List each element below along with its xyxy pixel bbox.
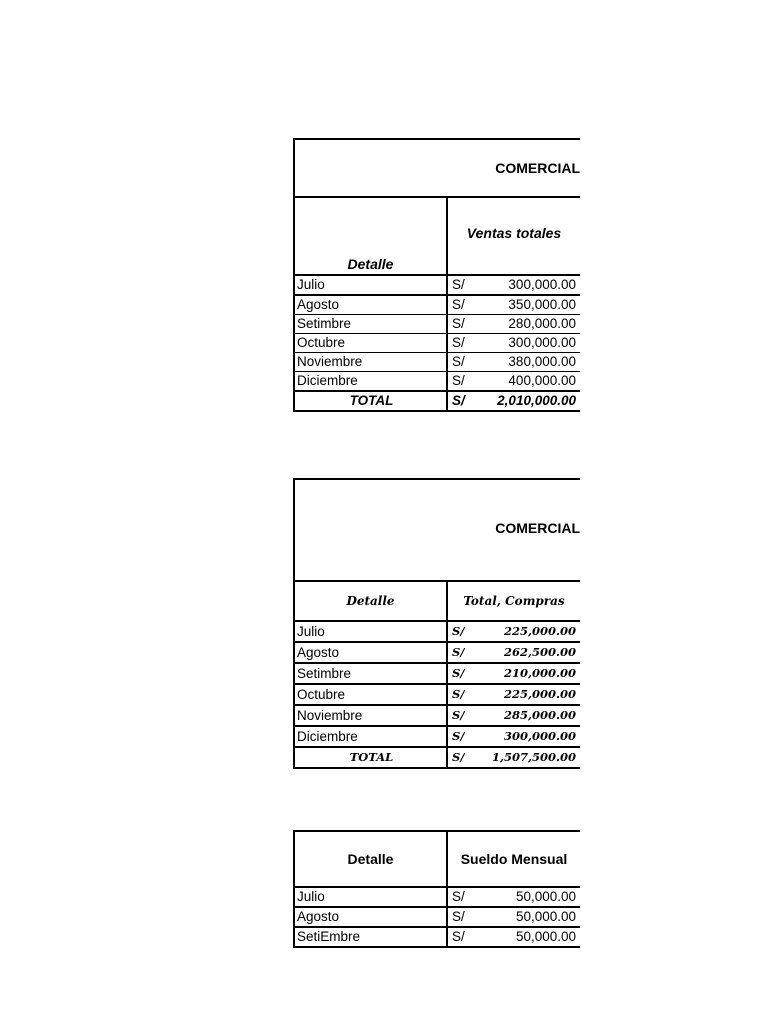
row-amount: 280,000.00: [508, 316, 576, 331]
table-row: [294, 887, 580, 907]
row-amount: 285,000.00: [503, 708, 576, 722]
row-currency: S/: [452, 277, 465, 292]
row-amount: 380,000.00: [508, 354, 576, 369]
row-currency: S/: [452, 316, 465, 331]
total-label: TOTAL: [294, 391, 447, 411]
row-amount: 300,000.00: [508, 277, 576, 292]
row-month: Agosto: [294, 907, 447, 927]
compras-header-detalle: Detalle: [294, 581, 447, 621]
total-currency: S/: [452, 393, 465, 408]
row-month: Noviembre: [294, 705, 447, 726]
total-amount: 1,507,500.00: [491, 750, 576, 764]
row-month: Octubre: [294, 684, 447, 705]
row-currency: S/: [452, 889, 465, 904]
row-amount: 300,000.00: [503, 729, 576, 743]
row-month: Julio: [294, 275, 447, 295]
row-month: Diciembre: [294, 726, 447, 747]
total-currency: S/: [452, 750, 465, 764]
row-currency: S/: [452, 708, 465, 722]
row-currency: S/: [452, 666, 465, 680]
row-amount: 210,000.00: [503, 666, 576, 680]
table-row: [294, 621, 580, 642]
row-currency: S/: [452, 687, 465, 701]
row-currency: S/: [452, 645, 465, 659]
row-amount: 50,000.00: [515, 929, 576, 944]
row-currency: S/: [452, 624, 465, 638]
total-row: [294, 391, 580, 411]
table-row: [294, 907, 580, 927]
row-amount: 350,000.00: [508, 297, 576, 312]
compras-table: [293, 478, 580, 769]
ventas-header-detalle: Detalle: [294, 197, 447, 275]
row-amount: 262,500.00: [503, 645, 576, 659]
row-currency: S/: [452, 335, 465, 350]
sueldos-table: [293, 830, 580, 948]
table-row: [294, 726, 580, 747]
row-month: Noviembre: [294, 353, 447, 372]
row-currency: S/: [452, 909, 465, 924]
table-row: [294, 353, 580, 372]
table-row: [294, 334, 580, 353]
row-currency: S/: [452, 373, 465, 388]
row-currency: S/: [452, 729, 465, 743]
row-amount: 50,000.00: [515, 889, 576, 904]
table-row: [294, 295, 580, 315]
row-month: Diciembre: [294, 372, 447, 392]
row-amount: 300,000.00: [508, 335, 576, 350]
table-row: [294, 315, 580, 334]
row-amount: 400,000.00: [508, 373, 576, 388]
row-month: Agosto: [294, 295, 447, 315]
table-row: [294, 275, 580, 295]
row-currency: S/: [452, 297, 465, 312]
table-row: [294, 927, 580, 947]
total-label: TOTAL: [294, 747, 447, 768]
row-month: Julio: [294, 887, 447, 907]
row-month: Setimbre: [294, 315, 447, 334]
total-row: [294, 747, 580, 768]
row-amount: 50,000.00: [515, 909, 576, 924]
row-currency: S/: [452, 929, 465, 944]
compras-title: COMERCIAL: [294, 479, 580, 581]
table-row: [294, 642, 580, 663]
total-amount: 2,010,000.00: [497, 393, 576, 408]
row-month: Octubre: [294, 334, 447, 353]
table-row: [294, 663, 580, 684]
table-row: [294, 705, 580, 726]
sueldos-header-sueldo: Sueldo Mensual: [447, 831, 580, 887]
row-currency: S/: [452, 354, 465, 369]
ventas-header-total: Ventas totales: [447, 197, 580, 275]
compras-header-total: Total, Compras: [447, 581, 580, 621]
sueldos-header-detalle: Detalle: [294, 831, 447, 887]
ventas-table: [293, 138, 580, 412]
row-amount: 225,000.00: [503, 687, 576, 701]
row-month: SetiEmbre: [294, 927, 447, 947]
row-amount: 225,000.00: [503, 624, 576, 638]
row-month: Julio: [294, 621, 447, 642]
row-month: Agosto: [294, 642, 447, 663]
row-month: Setimbre: [294, 663, 447, 684]
table-row: [294, 684, 580, 705]
table-row: [294, 372, 580, 392]
ventas-title: COMERCIAL: [294, 139, 580, 197]
